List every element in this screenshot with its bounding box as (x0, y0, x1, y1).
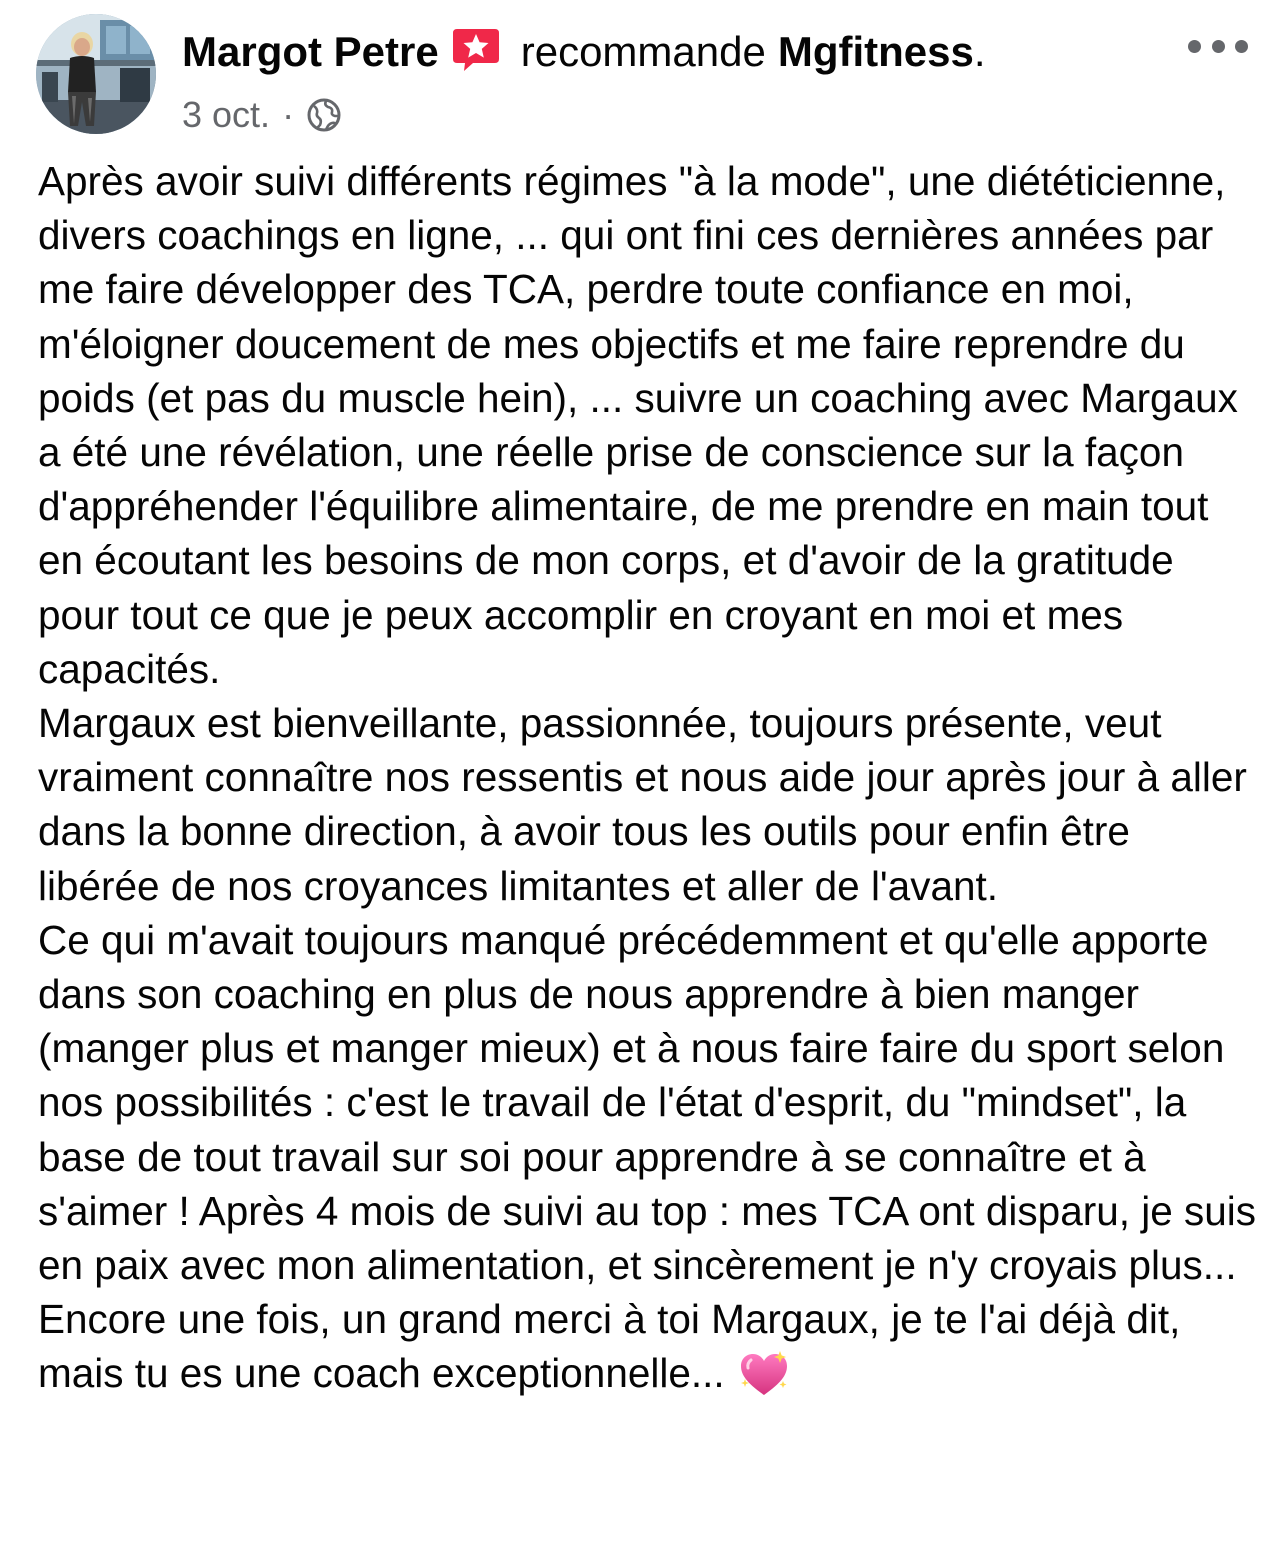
post-date[interactable]: 3 oct. (182, 94, 271, 135)
post-paragraph: Encore une fois, un grand merci à toi Margaux, je te l'ai déjà dit, mais tu es une coach exceptionnelle... (38, 1296, 1181, 1397)
more-options-button[interactable] (1188, 30, 1248, 62)
page-name[interactable]: Mgfitness (777, 28, 974, 75)
author-avatar[interactable] (36, 14, 156, 134)
recommendation-star-icon (451, 25, 501, 75)
more-options-icon (1212, 40, 1225, 53)
globe-icon[interactable] (306, 97, 342, 133)
post-paragraph-last (38, 1292, 1258, 1400)
post-meta (182, 92, 342, 138)
avatar-photo-icon (36, 14, 156, 134)
post-paragraph: Ce qui m'avait toujours manqué précédemment et qu'elle apporte dans son coaching en plus de nous apprendre à bien manger (manger plus et manger mieux) et à nous faire faire du sport selon nos possibilités : c'est le travail de l'état d'esprit, du "mindset", la base de tout travail sur soi pour apprendre à se connaître et à s'aimer ! Après 4 mois de suivi au top : mes TCA ont disparu, je suis en paix avec mon alimentation, et sincèrement je n'y croyais plus... (38, 916, 1257, 1289)
action-text: recommande (520, 28, 766, 75)
post-body (38, 154, 1258, 1401)
post-header (0, 0, 1284, 150)
more-options-icon (1188, 40, 1201, 53)
post-paragraph: Après avoir suivi différents régimes "à la mode", une diététicienne, divers coachings en ligne, ... qui ont fini ces dernières années par me faire développer des TCA, perdre toute confiance en moi, m'éloigner doucement de mes objectifs et me faire reprendre du poids (et pas du muscle hein), ... suivre un coaching avec Margaux a été une révélation, une réelle prise de conscience sur la façon d'appréhender l'équilibre alimentaire, de me prendre en main tout en écoutant les besoins de mon corps, et d'avoir de la gratitude pour tout ce que je peux accomplir en croyant en moi et mes capacités. (38, 158, 1238, 692)
more-options-icon (1235, 40, 1248, 53)
sparkling-heart-emoji (737, 1349, 791, 1399)
author-name[interactable]: Margot Petre (182, 28, 439, 75)
page-name-suffix: . (973, 28, 986, 75)
post-paragraph: Margaux est bienveillante, passionnée, toujours présente, veut vraiment connaître nos ressentis et nous aide jour après jour à aller dans la bonne direction, à avoir tous les outils pour enfin être libérée de nos croyances limitantes et aller de l'avant. (38, 700, 1247, 909)
author-line (182, 26, 986, 78)
meta-separator: · (282, 94, 295, 135)
